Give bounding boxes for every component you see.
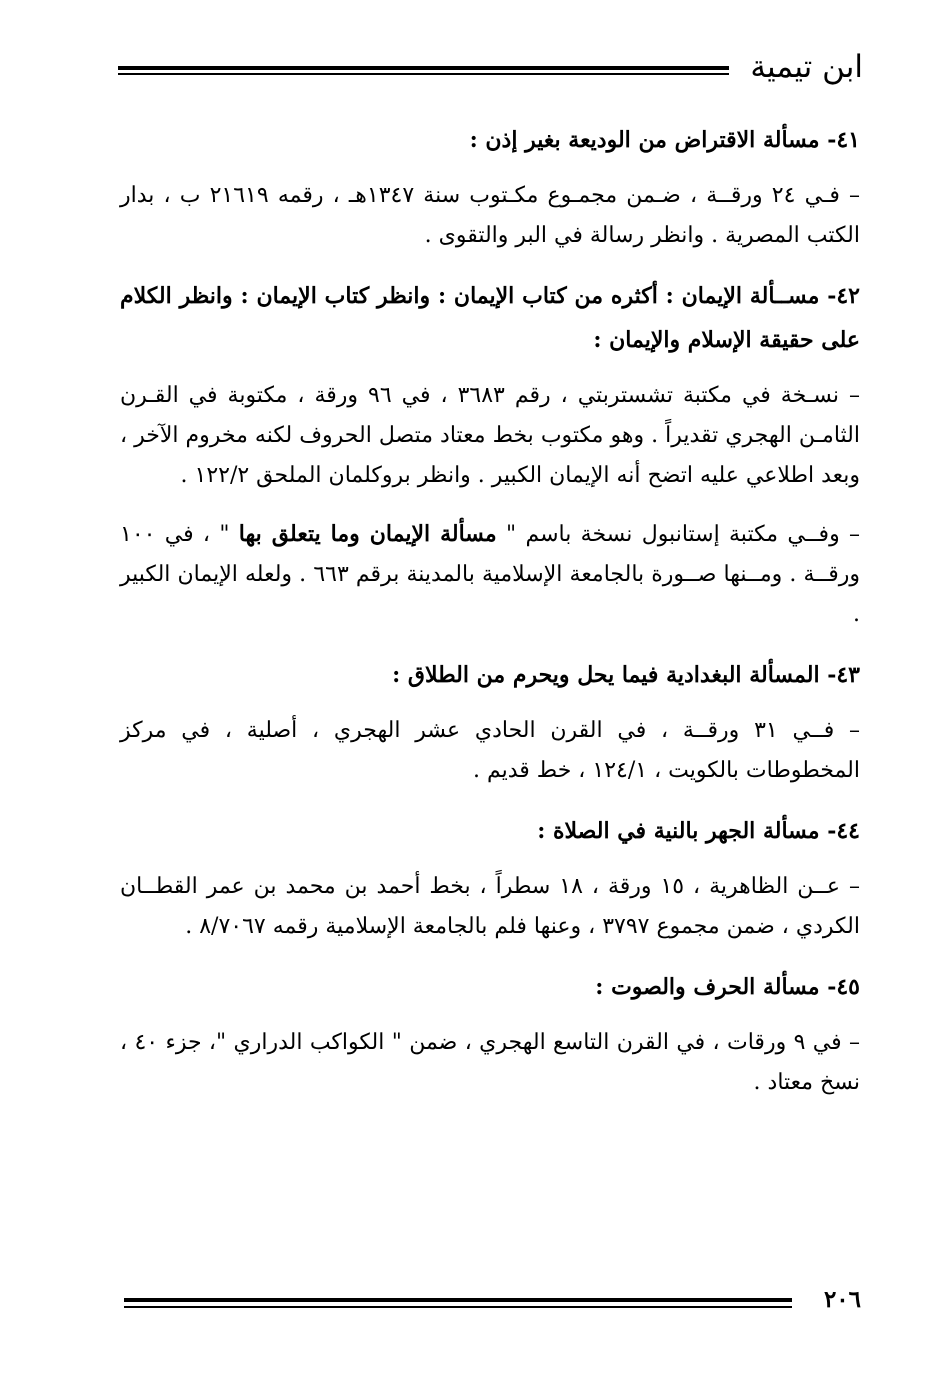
footer-rule-thick xyxy=(124,1298,792,1302)
entry-heading: ٤٤- مسألة الجهر بالنية في الصلاة : xyxy=(537,818,860,844)
entry-43 xyxy=(120,653,860,791)
entry-heading: ٤٣- المسألة البغدادية فيما يحل ويحرم من الطلاق : xyxy=(392,662,860,688)
entry-paragraph: – فـي ٢٤ ورقــة ، ضـمن مجمـوع مكـتوب سنة ١٣٤٧هـ ، رقمه ٢١٦١٩ ب ، بدار الكتب المصرية . وانظر رسالة في البر والتقوى . xyxy=(120,183,860,248)
paragraph-text-before: – وفــي مكتبة إستانبول نسخة باسم " xyxy=(496,522,861,547)
page-number: ٢٠٦ xyxy=(823,1286,861,1313)
running-header-title: ابن تيمية xyxy=(750,49,863,85)
entry-heading: ٤٥- مسألة الحرف والصوت : xyxy=(595,974,860,1000)
header-rule-thin xyxy=(118,73,729,75)
entry-paragraph: – في ٩ ورقات ، في القرن التاسع الهجري ، ضمن " الكواكب الدراري "، جزء ٤٠ ، نسخ معتاد . xyxy=(120,1030,860,1095)
entry-paragraph-with-title xyxy=(120,514,860,635)
entry-heading: ٤٢- مســألة الإيمان : أكثره من كتاب الإيمان : وانظر كتاب الإيمان : وانظر الكلام على حقيقة الإسلام والإيمان : xyxy=(120,283,860,353)
footer-rule-thin xyxy=(124,1306,792,1308)
entry-heading: ٤١- مسألة الاقتراض من الوديعة بغير إذن : xyxy=(469,127,860,153)
header-rule-thick xyxy=(118,66,729,70)
entry-paragraph: – فــي ٣١ ورقــة ، في القرن الحادي عشر الهجري ، أصلية ، في مركز المخطوطات بالكويت ، ١٢٤/١ ، خط قديم . xyxy=(120,718,860,783)
entry-41 xyxy=(120,118,860,256)
entry-42 xyxy=(120,274,860,635)
entry-45 xyxy=(120,965,860,1103)
entry-paragraph: – عــن الظاهرية ، ١٥ ورقة ، ١٨ سطراً ، بخط أحمد بن محمد بن عمر القطــان الكردي ، ضمن مجموع ٣٧٩٧ ، وعنها فلم بالجامعة الإسلامية رقمه ٨/٧٠٦٧ . xyxy=(120,874,860,939)
manuscript-title: مسألة الإيمان وما يتعلق بها xyxy=(238,521,497,547)
page-body xyxy=(120,118,860,1103)
paragraph-text-after: " ، في ١٠٠ ورقــة . ومــنها صــورة بالجامعة الإسلامية بالمدينة برقم ٦٦٣ . ولعله الإيمان الكبير . xyxy=(120,522,861,627)
entry-paragraph: – نسـخة في مكتبة تشستربتي ، رقم ٣٦٨٣ ، في ٩٦ ورقة ، مكتوبة في القـرن الثامـن الهجري تقديراً . وهو مكتوب بخط معتاد متصل الحروف لكنه مخروم الآخر ، وبعد اطلاعي عليه اتضح أنه الإيمان الكبير . وانظر بروكلمان الملحق ١٢٢/٢ . xyxy=(120,383,860,488)
entry-44 xyxy=(120,809,860,947)
